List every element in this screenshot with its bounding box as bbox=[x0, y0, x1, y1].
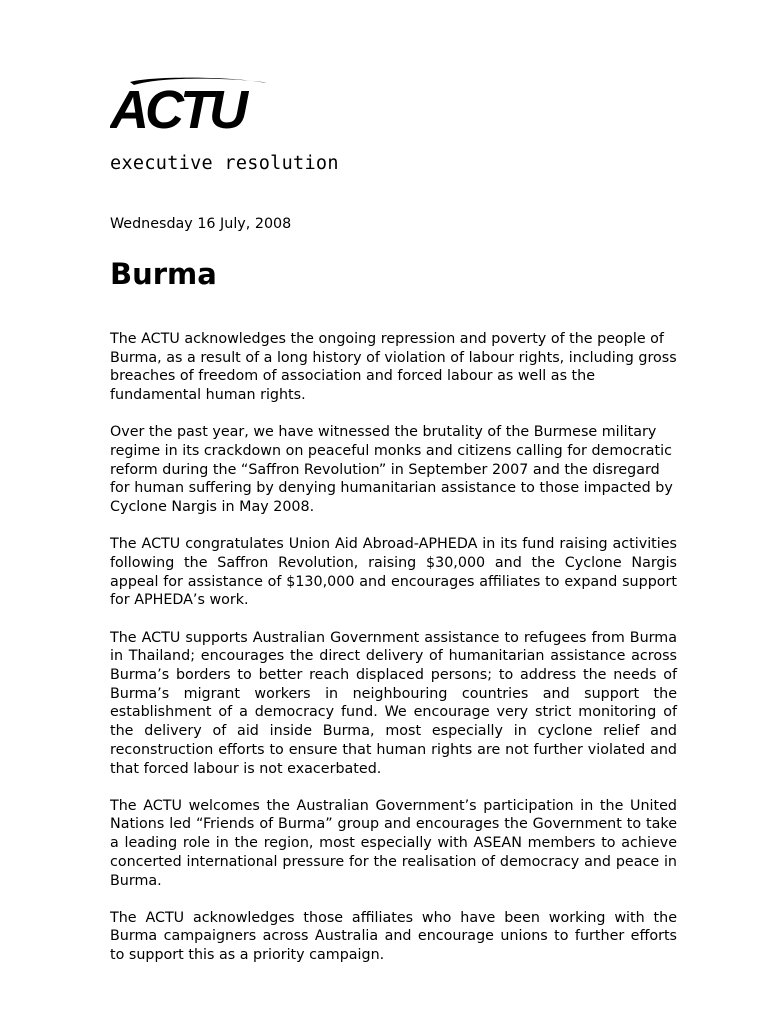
paragraph-2: Over the past year, we have witnessed the brutality of the Burmese military regime in its crackdown on peaceful monks and citizens calling for democratic reform during the “Saffron Revolution” in September 2007 and the disregard for human suffering by denying humanitarian assistance to those impacted by Cyclone Nargis in May 2008. bbox=[110, 424, 673, 516]
paragraph-5: The ACTU welcomes the Australian Government’s participation in the United Nations led “Friends of Burma” group and encourages the Government to take a leading role in the region, most especially with ASEAN members to achieve concerted international pressure for the realisation of democracy and peace in Burma. bbox=[110, 797, 677, 889]
actu-logo bbox=[110, 74, 270, 132]
paragraph-6: The ACTU acknowledges those affiliates who have been working with the Burma campaigners across Australia and encourage unions to further efforts to support this as a priority campaign. bbox=[110, 909, 677, 964]
document-type: executive resolution bbox=[110, 153, 339, 174]
paragraph-1: The ACTU acknowledges the ongoing repression and poverty of the people of Burma, as a result of a long history of violation of labour rights, including gross breaches of freedom of association and forced labour as well as the fundamental human rights. bbox=[110, 331, 677, 404]
actu-logo-text: ACTU bbox=[110, 80, 244, 132]
paragraph-3: The ACTU congratulates Union Aid Abroad-APHEDA in its fund raising activities following the Saffron Revolution, raising $30,000 and the Cyclone Nargis appeal for assistance of $130,000 and encourages affiliates to expand support for APHEDA’s work. bbox=[110, 536, 677, 609]
paragraph-4: The ACTU supports Australian Government assistance to refugees from Burma in Thailand; encourages the direct delivery of humanitarian assistance across Burma’s borders to better reach displaced persons; to address the needs of Burma’s migrant workers in neighbouring countries and support the establishment of a democracy fund. We encourage very strict monitoring of the delivery of aid inside Burma, most especially in cyclone relief and reconstruction efforts to ensure that human rights are not further violated and that forced labour is not exacerbated. bbox=[110, 629, 677, 777]
resolution-body bbox=[110, 330, 677, 983]
page-title: Burma bbox=[110, 257, 217, 291]
actu-logo-icon bbox=[110, 74, 270, 132]
resolution-date: Wednesday 16 July, 2008 bbox=[110, 216, 292, 232]
